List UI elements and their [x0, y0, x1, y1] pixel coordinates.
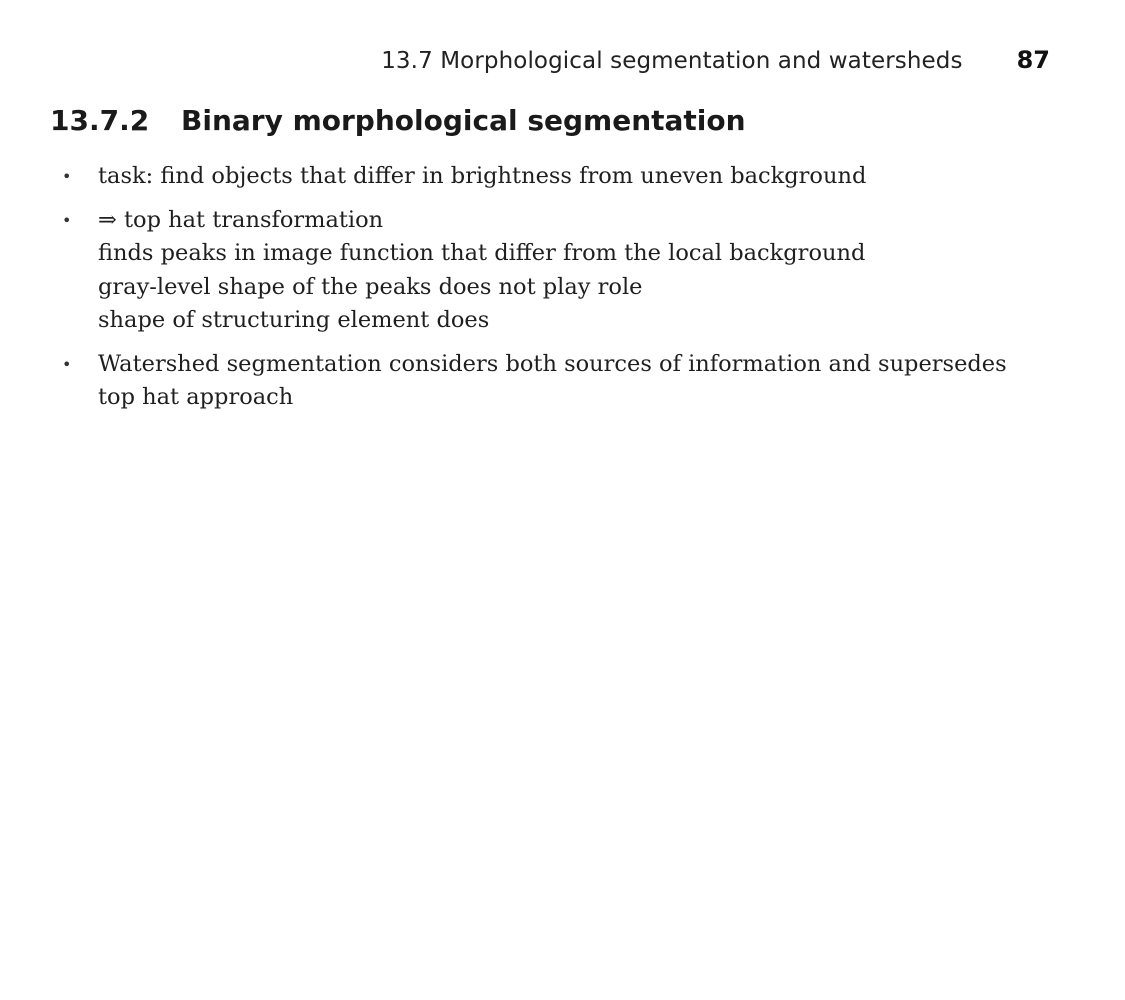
- bullet-item-task: [62, 160, 1062, 194]
- page-number: 87: [1016, 46, 1050, 74]
- bullet-list: [62, 160, 1062, 425]
- section-heading: [50, 104, 746, 137]
- bullet-item-watershed: [62, 348, 1062, 415]
- bullet-line: gray-level shape of the peaks does not play role: [98, 273, 643, 300]
- bullet-line: finds peaks in image function that differ from the local background: [98, 240, 866, 266]
- bullet-icon: •: [62, 167, 72, 186]
- bullet-line: top hat approach: [98, 384, 294, 410]
- running-header: [0, 46, 1050, 74]
- running-title: 13.7 Morphological segmentation and watersheds: [381, 48, 963, 74]
- bullet-line: Watershed segmentation considers both sources of information and supersedes: [98, 350, 1007, 377]
- bullet-line: task: find objects that differ in brightness from uneven background: [98, 163, 867, 189]
- section-number: 13.7.2: [50, 104, 150, 137]
- bullet-icon: •: [62, 210, 72, 230]
- bullet-line: ⇒ top hat transformation: [98, 206, 384, 233]
- bullet-item-top-hat: [62, 204, 1062, 338]
- section-title: Binary morphological segmentation: [181, 104, 746, 137]
- bullet-line: shape of structuring element does: [98, 307, 490, 333]
- bullet-icon: •: [62, 354, 72, 374]
